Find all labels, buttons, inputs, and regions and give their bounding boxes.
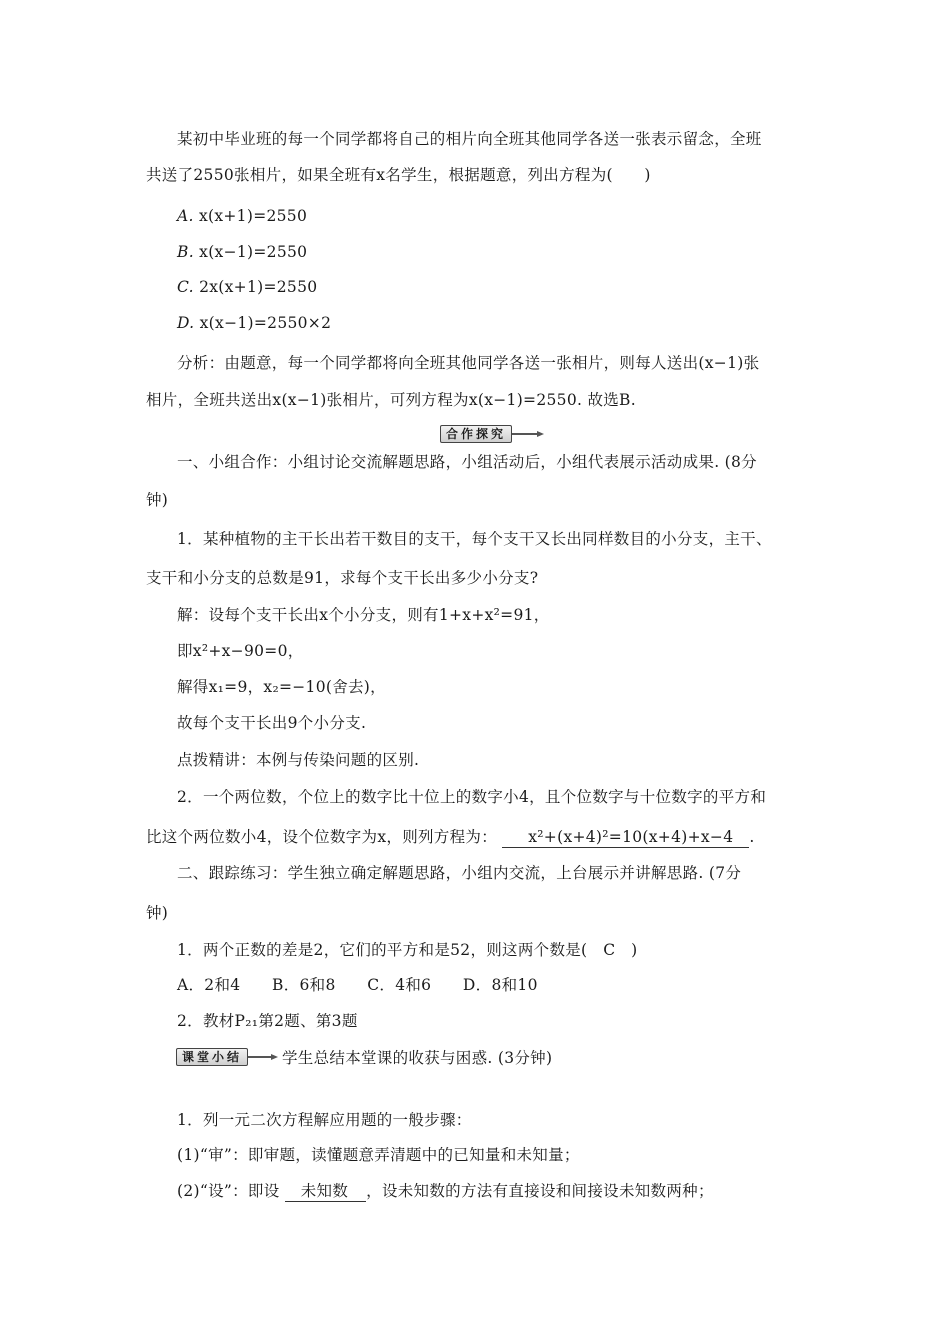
arrow-right-icon: [248, 1054, 278, 1060]
practice-q2: 2．教材P₂₁第2题、第3题: [177, 1012, 358, 1030]
arrow-right-icon: [512, 431, 544, 437]
q1-line-2: 支干和小分支的总数是91，求每个支干长出多少小分支?: [146, 569, 539, 587]
q2-suffix: .: [749, 828, 755, 846]
option-d: [177, 313, 331, 333]
option-text: x(x−1)=2550×2: [199, 314, 332, 332]
option-letter: D.: [177, 314, 195, 332]
option-text: x(x−1)=2550: [199, 243, 308, 261]
option-text: 2x(x+1)=2550: [199, 278, 318, 296]
q1-solution-4: 故每个支干长出9个小分支.: [177, 714, 367, 732]
section2-line-1: 二、跟踪练习：学生独立确定解题思路，小组内交流，上台展示并讲解思路. (7分: [177, 864, 742, 882]
option-letter: B.: [177, 243, 194, 261]
section1-line-1: 一、小组合作：小组讨论交流解题思路，小组活动后，小组代表展示活动成果. (8分: [177, 453, 757, 471]
summary-step-1: 1．列一元二次方程解应用题的一般步骤：: [177, 1111, 472, 1129]
summary-step-3-suffix: ，设未知数的方法有直接设和间接设未知数两种；: [366, 1182, 714, 1200]
problem-line-1: 某初中毕业班的每一个同学都将自己的相片向全班其他同学各送一张表示留念，全班: [177, 130, 762, 148]
summary-step-2: (1)“审”：即审题，读懂题意弄清题中的已知量和未知量；: [177, 1146, 580, 1164]
q1-line-1: 1．某种植物的主干长出若干数目的支干，每个支干又长出同样数目的小分支，主干、: [177, 530, 772, 548]
q2-answer-blank: x²+(x+4)²=10(x+4)+x−4: [502, 827, 749, 848]
option-letter: A.: [177, 207, 194, 225]
banner-label: 课堂小结: [176, 1048, 248, 1066]
option-a: [177, 206, 307, 226]
analysis-line-1: 分析：由题意，每一个同学都将向全班其他同学各送一张相片，则每人送出(x−1)张: [177, 354, 760, 372]
summary-intro: 学生总结本堂课的收获与困惑. (3分钟): [282, 1049, 553, 1067]
q2-line-2: [146, 827, 755, 848]
option-c: [177, 277, 317, 297]
summary-step-3-blank: 未知数: [285, 1181, 366, 1202]
banner-label: 合作探究: [440, 425, 512, 443]
section1-line-2: 钟): [146, 491, 169, 509]
summary-step-3-prefix: (2)“设”：即设: [177, 1182, 280, 1200]
section2-line-2: 钟): [146, 904, 169, 922]
q1-solution-2: 即x²+x−90=0，: [177, 642, 304, 660]
practice-q1-options: A．2和4 B．6和8 C．4和6 D．8和10: [177, 976, 538, 994]
option-text: x(x+1)=2550: [198, 207, 308, 225]
option-b: [177, 242, 307, 262]
option-letter: C.: [177, 278, 194, 296]
practice-q1: 1．两个正数的差是2，它们的平方和是52，则这两个数是( C ): [177, 941, 638, 959]
q2-line-1: 2．一个两位数，个位上的数字比十位上的数字小4，且个位数字与十位数字的平方和: [177, 788, 767, 806]
problem-line-2: 共送了2550张相片，如果全班有x名学生，根据题意，列出方程为( ): [146, 166, 651, 184]
q2-prefix: 比这个两位数小4，设个位数字为x，则列方程为：: [146, 828, 498, 846]
banner-cooperation: [440, 424, 544, 444]
banner-summary: [176, 1047, 278, 1067]
analysis-line-2: 相片，全班共送出x(x−1)张相片，可列方程为x(x−1)=2550. 故选B.: [146, 391, 636, 409]
q1-tip: 点拨精讲：本例与传染问题的区别.: [177, 751, 420, 769]
q1-solution-1: 解：设每个支干长出x个小分支，则有1+x+x²=91，: [177, 606, 550, 624]
q1-solution-3: 解得x₁=9，x₂=−10(舍去)，: [177, 678, 386, 696]
summary-step-3: [177, 1181, 714, 1202]
